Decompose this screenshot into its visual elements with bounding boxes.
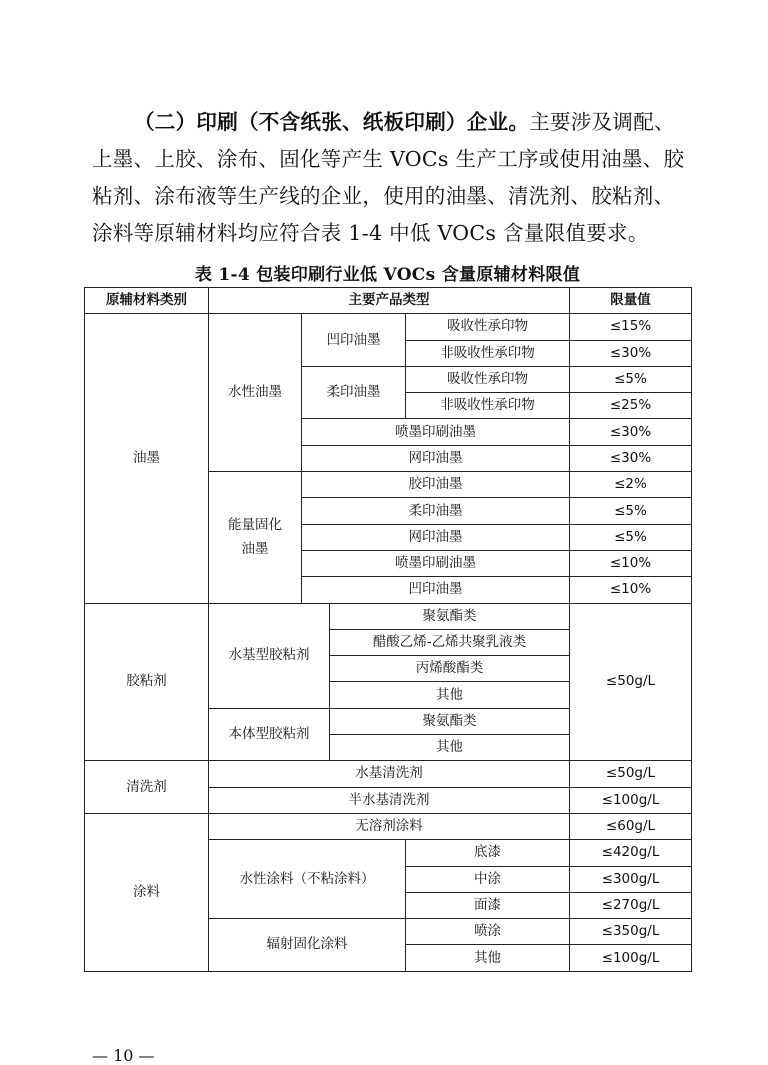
limit-cell: ≤30% (570, 340, 692, 366)
limit-cell: ≤15% (570, 314, 692, 340)
table-header-row (85, 288, 692, 314)
category-coating: 涂料 (85, 813, 209, 971)
product-cell: 其他 (330, 735, 570, 761)
limit-cell: ≤2% (570, 472, 692, 498)
limit-cell: ≤5% (570, 366, 692, 392)
product-cell: 网印油墨 (302, 445, 570, 471)
product-cell: 吸收性承印物 (406, 366, 570, 392)
limit-cell: ≤50g/L (570, 603, 692, 761)
header-limit: 限量值 (570, 288, 692, 314)
subcategory-curing-ink (209, 472, 302, 603)
page-number: — 10 — (92, 1046, 155, 1065)
product-cell: 柔印油墨 (302, 498, 570, 524)
type-flexo-ink: 柔印油墨 (302, 366, 406, 419)
table-row (85, 813, 692, 839)
product-cell: 聚氨酯类 (330, 603, 570, 629)
category-adhesive: 胶粘剂 (85, 603, 209, 761)
subcategory-water-adhesive: 水基型胶粘剂 (209, 603, 330, 708)
product-cell: 无溶剂涂料 (209, 813, 570, 839)
product-cell: 聚氨酯类 (330, 708, 570, 734)
table-row (85, 761, 692, 787)
product-cell: 面漆 (406, 892, 570, 918)
table-caption: 表 1-4 包装印刷行业低 VOCs 含量原辅材料限值 (194, 265, 581, 285)
limit-cell: ≤350g/L (570, 919, 692, 945)
product-cell: 喷墨印刷油墨 (302, 419, 570, 445)
intro-paragraph (92, 104, 692, 252)
limit-cell: ≤30% (570, 445, 692, 471)
product-cell: 喷涂 (406, 919, 570, 945)
header-category: 原辅材料类别 (85, 288, 209, 314)
paragraph-text: 主要涉及调配、 (529, 110, 675, 134)
limit-cell: ≤5% (570, 498, 692, 524)
product-cell: 其他 (406, 945, 570, 971)
limit-cell: ≤5% (570, 524, 692, 550)
paragraph-line-2: 上墨、上胶、涂布、固化等产生 VOCs 生产工序或使用油墨、胶 (92, 147, 685, 171)
type-gravure-ink: 凹印油墨 (302, 314, 406, 367)
limit-cell: ≤10% (570, 577, 692, 603)
product-cell: 水基清洗剂 (209, 761, 570, 787)
subcategory-radiation-coating: 辐射固化涂料 (209, 919, 406, 972)
material-limit-table (84, 287, 692, 972)
product-cell: 其他 (330, 682, 570, 708)
subcategory-water-ink: 水性油墨 (209, 314, 302, 472)
limit-cell: ≤420g/L (570, 840, 692, 866)
table-row (85, 314, 692, 340)
product-cell: 喷墨印刷油墨 (302, 550, 570, 576)
paragraph-line-4: 涂料等原辅材料均应符合表 1-4 中低 VOCs 含量限值要求。 (92, 221, 649, 245)
limit-cell: ≤50g/L (570, 761, 692, 787)
subcategory-label: 能量固化油墨 (228, 517, 282, 558)
product-cell: 吸收性承印物 (406, 314, 570, 340)
product-cell: 底漆 (406, 840, 570, 866)
category-cleaner: 清洗剂 (85, 761, 209, 814)
product-cell: 中涂 (406, 866, 570, 892)
product-cell: 半水基清洗剂 (209, 787, 570, 813)
product-cell: 醋酸乙烯-乙烯共聚乳液类 (330, 629, 570, 655)
limit-cell: ≤100g/L (570, 945, 692, 971)
limit-cell: ≤270g/L (570, 892, 692, 918)
limit-cell: ≤100g/L (570, 787, 692, 813)
header-product: 主要产品类型 (209, 288, 570, 314)
limit-cell: ≤25% (570, 393, 692, 419)
table-row (85, 603, 692, 629)
category-ink: 油墨 (85, 314, 209, 603)
paragraph-line-3: 粘剂、涂布液等生产线的企业，使用的油墨、清洗剂、胶粘剂、 (92, 184, 675, 208)
limit-cell: ≤60g/L (570, 813, 692, 839)
product-cell: 非吸收性承印物 (406, 393, 570, 419)
limit-cell: ≤300g/L (570, 866, 692, 892)
product-cell: 凹印油墨 (302, 577, 570, 603)
limit-cell: ≤10% (570, 550, 692, 576)
subcategory-water-coating: 水性涂料（不粘涂料） (209, 840, 406, 919)
subcategory-body-adhesive: 本体型胶粘剂 (209, 708, 330, 761)
paragraph-line-1 (92, 104, 692, 141)
product-cell: 胶印油墨 (302, 472, 570, 498)
product-cell: 网印油墨 (302, 524, 570, 550)
product-cell: 非吸收性承印物 (406, 340, 570, 366)
limit-cell: ≤30% (570, 419, 692, 445)
product-cell: 丙烯酸酯类 (330, 656, 570, 682)
section-heading: （二）印刷（不含纸张、纸板印刷）企业。 (134, 110, 530, 134)
